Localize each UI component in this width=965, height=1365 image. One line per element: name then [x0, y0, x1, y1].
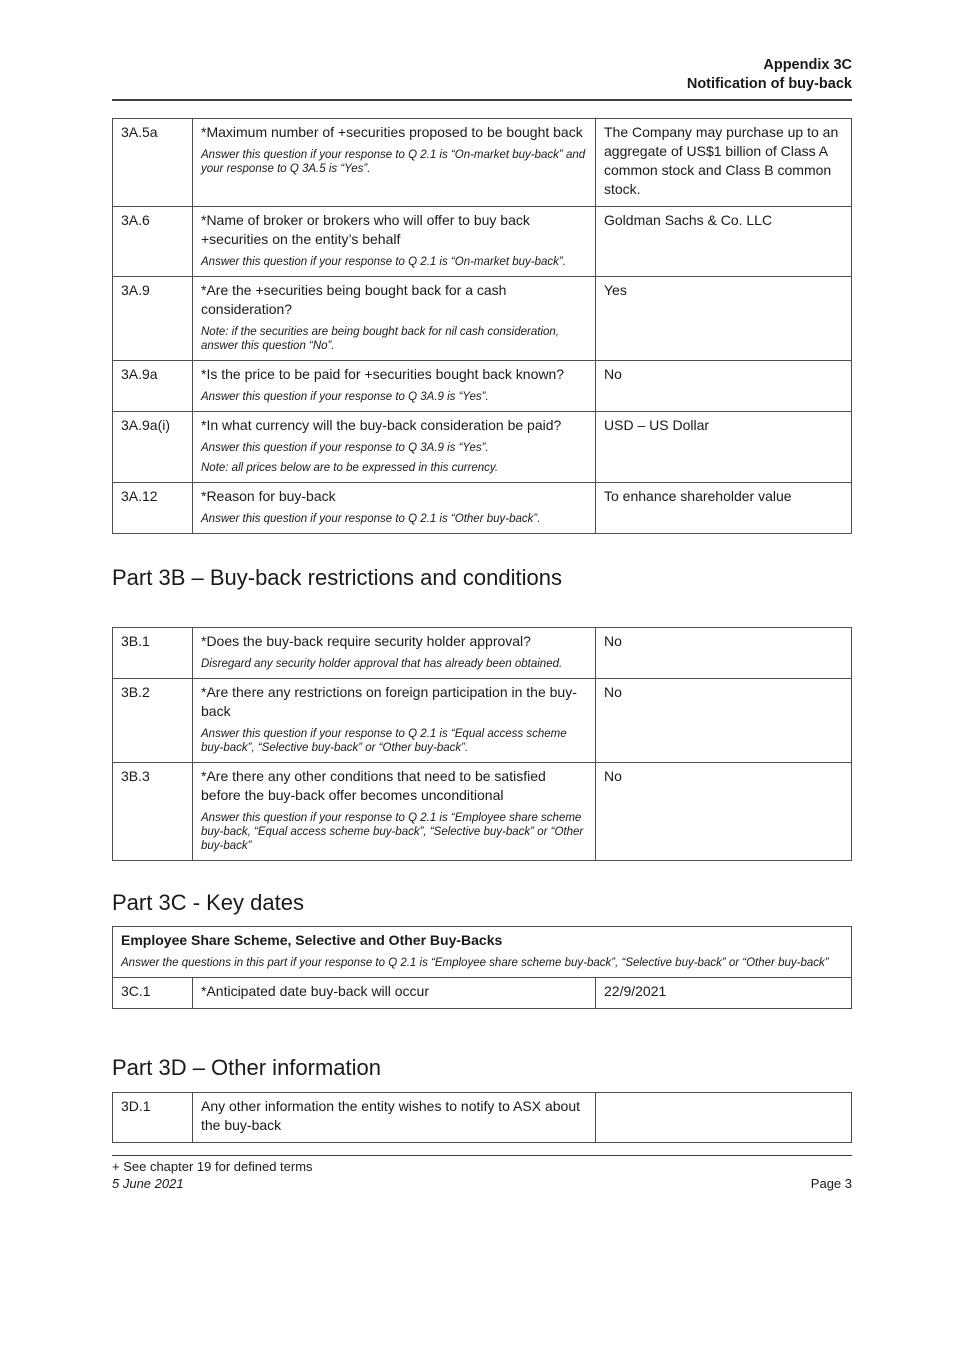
answer-cell: No	[596, 679, 852, 763]
question-text: *Are the +securities being bought back for a cash consideration?	[201, 282, 507, 317]
section-heading-3b: Part 3B – Buy-back restrictions and conditions	[112, 565, 563, 590]
answer-cell: Yes	[596, 277, 852, 361]
section-heading-3d: Part 3D – Other information	[112, 1055, 382, 1080]
question-cell	[193, 628, 596, 679]
table-row-3a9a	[113, 361, 852, 412]
row-id: 3C.1	[113, 978, 193, 1009]
answer-cell	[596, 1093, 852, 1143]
question-text: *Anticipated date buy-back will occur	[201, 983, 430, 999]
question-text: Any other information the entity wishes to notify to ASX about the buy-back	[201, 1098, 580, 1133]
doc-footer	[112, 1155, 852, 1192]
row-id: 3A.12	[113, 483, 193, 534]
question-cell	[193, 277, 596, 361]
group-note: Answer the questions in this part if your response to Q 2.1 is “Employee share scheme buy-back”, “Selective buy-back” or “Other buy-back”	[121, 957, 829, 969]
footer-left	[112, 1159, 313, 1192]
question-note: Answer this question if your response to Q 3A.9 is “Yes”.	[201, 391, 489, 403]
question-text: *Does the buy-back require security holder approval?	[201, 633, 531, 649]
table-row-3b1	[113, 628, 852, 679]
answer-cell: To enhance shareholder value	[596, 483, 852, 534]
table-row-3a12	[113, 483, 852, 534]
question-cell	[193, 483, 596, 534]
answer-cell: 22/9/2021	[596, 978, 852, 1009]
table-row-3a9	[113, 277, 852, 361]
table-row-3c1	[113, 978, 852, 1009]
question-cell	[193, 207, 596, 277]
header-rule	[112, 99, 852, 101]
question-note: Note: if the securities are being bought back for nil cash consideration, answer this question “No”.	[201, 326, 559, 352]
table-row-3b2	[113, 679, 852, 763]
table-row-3a6	[113, 207, 852, 277]
group-title: Employee Share Scheme, Selective and Other Buy-Backs	[121, 932, 503, 948]
row-id: 3B.3	[113, 763, 193, 861]
question-note: Answer this question if your response to Q 2.1 is “Other buy-back”.	[201, 513, 541, 525]
row-id: 3A.9a	[113, 361, 193, 412]
question-text: *Is the price to be paid for +securities bought back known?	[201, 366, 565, 382]
question-cell	[193, 1093, 596, 1143]
question-cell	[193, 412, 596, 483]
table-row-3a5a	[113, 119, 852, 207]
part3c-table	[112, 926, 852, 1009]
question-note: Answer this question if your response to Q 2.1 is “On-market buy-back”.	[201, 256, 566, 268]
part3b-table	[112, 627, 852, 861]
question-note: Disregard any security holder approval that has already been obtained.	[201, 658, 563, 670]
question-cell	[193, 978, 596, 1009]
question-text: *Maximum number of +securities proposed to be bought back	[201, 124, 583, 140]
answer-cell: No	[596, 763, 852, 861]
table-group-header-row	[113, 927, 852, 978]
table-row-3a9ai	[113, 412, 852, 483]
question-note: Answer this question if your response to Q 2.1 is “Employee share scheme buy-back, “Equal access scheme buy-back”, “Selective buy-back” or “Other buy-back”	[201, 812, 584, 852]
doc-title: Appendix 3C	[763, 57, 852, 73]
answer-cell: No	[596, 361, 852, 412]
table-row-3b3	[113, 763, 852, 861]
table-row-3d1	[113, 1093, 852, 1143]
doc-subtitle: Notification of buy-back	[686, 76, 852, 92]
question-text: *Are there any restrictions on foreign participation in the buy-back	[201, 684, 577, 719]
section-heading-3c: Part 3C - Key dates	[112, 890, 304, 915]
footer-defined-terms: + See chapter 19 for defined terms	[112, 1159, 313, 1174]
group-header-cell	[113, 927, 852, 978]
question-text: *Are there any other conditions that need to be satisfied before the buy-back offer becomes unconditional	[201, 768, 546, 803]
footer-date: 5 June 2021	[112, 1175, 184, 1191]
question-text: *In what currency will the buy-back consideration be paid?	[201, 417, 562, 433]
answer-cell: The Company may purchase up to an aggregate of US$1 billion of Class A common stock and Class B common stock.	[596, 119, 852, 207]
row-id: 3B.2	[113, 679, 193, 763]
question-note: Answer this question if your response to Q 2.1 is “Equal access scheme buy-back”, “Selective buy-back” or “Other buy-back”.	[201, 728, 567, 754]
question-note: Answer this question if your response to Q 3A.9 is “Yes”.	[201, 442, 489, 454]
doc-header	[112, 56, 852, 94]
question-cell	[193, 361, 596, 412]
answer-cell: USD – US Dollar	[596, 412, 852, 483]
footer-page-number: Page 3	[810, 1175, 852, 1191]
answer-cell: No	[596, 628, 852, 679]
question-cell	[193, 679, 596, 763]
row-id: 3A.5a	[113, 119, 193, 207]
row-id: 3A.9a(i)	[113, 412, 193, 483]
question-cell	[193, 763, 596, 861]
part3d-table	[112, 1092, 852, 1143]
question-cell	[193, 119, 596, 207]
answer-cell: Goldman Sachs & Co. LLC	[596, 207, 852, 277]
part3a-table	[112, 118, 852, 534]
row-id: 3D.1	[113, 1093, 193, 1143]
row-id: 3B.1	[113, 628, 193, 679]
question-text: *Name of broker or brokers who will offer to buy back +securities on the entity’s behalf	[201, 212, 530, 247]
question-note-2: Note: all prices below are to be expressed in this currency.	[201, 462, 499, 474]
row-id: 3A.6	[113, 207, 193, 277]
question-text: *Reason for buy-back	[201, 488, 336, 504]
row-id: 3A.9	[113, 277, 193, 361]
question-note: Answer this question if your response to Q 2.1 is “On-market buy-back” and your response to Q 3A.5 is “Yes”.	[201, 149, 586, 175]
